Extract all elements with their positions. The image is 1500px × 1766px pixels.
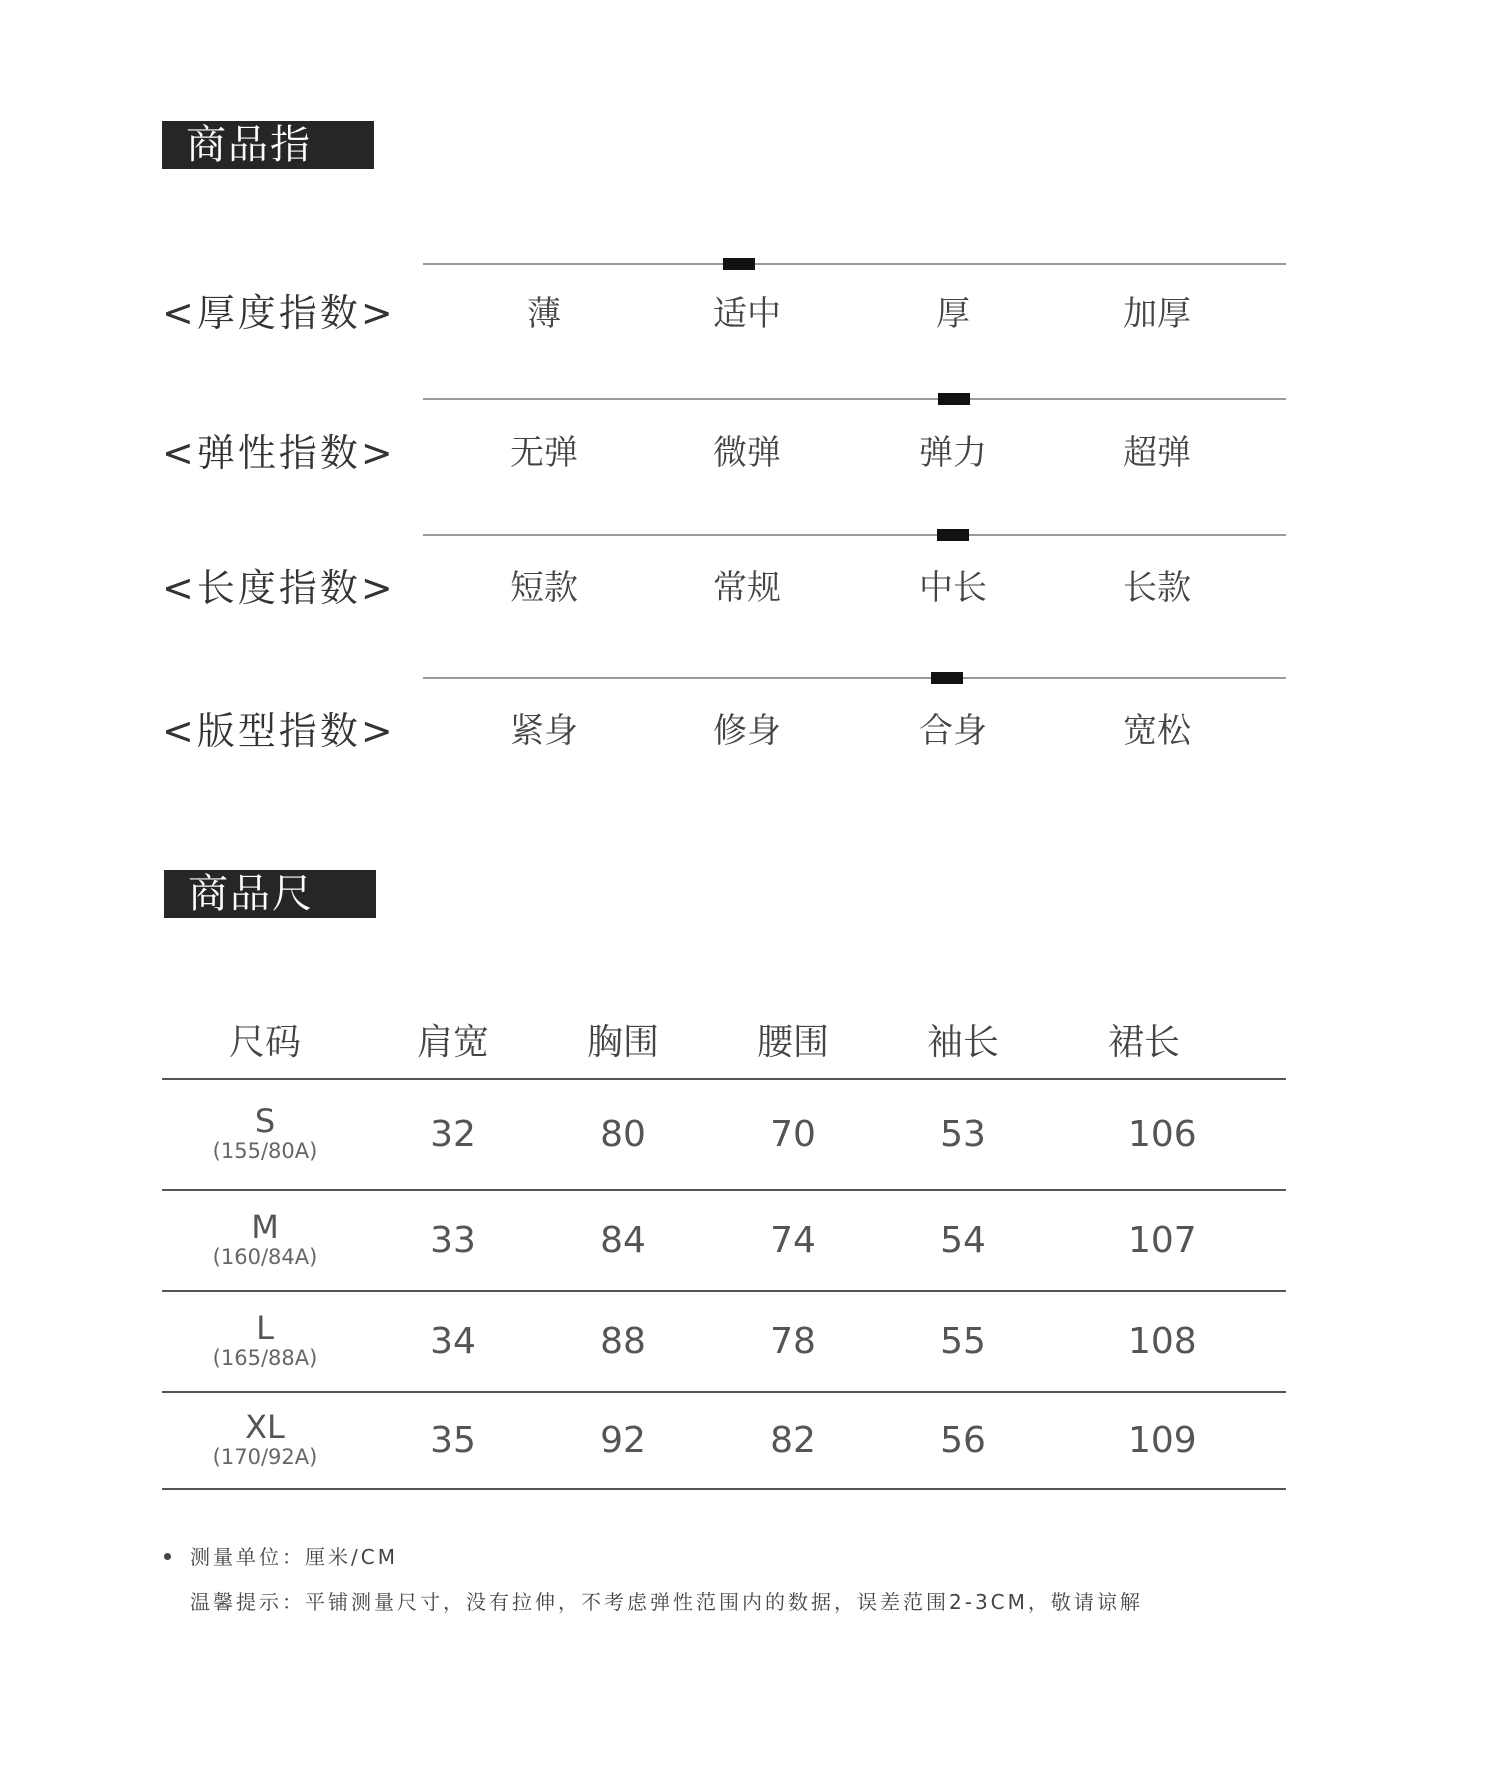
index-selected-marker: [723, 258, 755, 270]
size-code: L: [256, 1308, 274, 1347]
size-spec: (160/84A): [212, 1244, 318, 1269]
index-option: 紧身: [510, 711, 578, 751]
table-cell: 106: [1048, 1079, 1286, 1190]
table-cell: 78: [708, 1291, 878, 1392]
index-selected-marker: [938, 393, 970, 405]
index-label: <弹性指数>: [162, 431, 396, 475]
index-selected-marker: [931, 672, 963, 684]
size-table-header: 袖长: [878, 1000, 1048, 1079]
table-cell: 92: [538, 1392, 708, 1489]
table-cell: 74: [708, 1190, 878, 1291]
index-section-title: 商品指数: [162, 121, 374, 169]
table-cell: 88: [538, 1291, 708, 1392]
size-table-header: 尺码: [162, 1000, 368, 1079]
index-option: 长款: [1123, 568, 1191, 608]
size-table-header: 胸围: [538, 1000, 708, 1079]
size-table-header: 肩宽: [368, 1000, 538, 1079]
index-row-fit: [0, 664, 1500, 764]
size-code: M: [251, 1207, 279, 1246]
table-row: [162, 1079, 1286, 1190]
table-row: [162, 1392, 1286, 1489]
index-label: <长度指数>: [162, 566, 396, 610]
index-row-elasticity: [0, 385, 1500, 485]
table-cell: 35: [368, 1392, 538, 1489]
table-cell: 108: [1048, 1291, 1286, 1392]
table-cell: 80: [538, 1079, 708, 1190]
size-spec: (170/92A): [212, 1444, 318, 1469]
size-code: S: [254, 1101, 276, 1140]
measurement-tip-note: 温馨提示：平铺测量尺寸，没有拉伸，不考虑弹性范围内的数据，误差范围2-3CM，敬请谅解: [190, 1590, 1143, 1614]
table-cell: 82: [708, 1392, 878, 1489]
index-option: 修身: [713, 711, 781, 751]
size-cell: [162, 1392, 368, 1489]
index-row-length: [0, 521, 1500, 621]
index-option: 微弹: [713, 433, 781, 473]
table-cell: 54: [878, 1190, 1048, 1291]
size-cell: [162, 1079, 368, 1190]
index-label: <版型指数>: [162, 709, 396, 753]
size-table-header: 裙长: [1048, 1000, 1286, 1079]
table-row: [162, 1291, 1286, 1392]
table-cell: 55: [878, 1291, 1048, 1392]
size-code: XL: [245, 1407, 285, 1446]
size-spec: (165/88A): [212, 1345, 318, 1370]
size-cell: [162, 1291, 368, 1392]
index-option: 加厚: [1123, 294, 1191, 334]
bullet-icon: [164, 1553, 171, 1560]
table-cell: 56: [878, 1392, 1048, 1489]
index-option: 厚: [936, 294, 970, 334]
size-table: [162, 1000, 1286, 1490]
index-option: 无弹: [510, 433, 578, 473]
table-cell: 84: [538, 1190, 708, 1291]
size-spec: (155/80A): [212, 1138, 318, 1163]
index-option: 中长: [919, 568, 987, 608]
index-option: 宽松: [1123, 711, 1191, 751]
index-option: 短款: [510, 568, 578, 608]
index-option: 适中: [713, 294, 781, 334]
table-cell: 53: [878, 1079, 1048, 1190]
size-table-header-row: [162, 1000, 1286, 1079]
measurement-unit-note: 测量单位：厘米/CM: [190, 1545, 398, 1569]
size-cell: [162, 1190, 368, 1291]
index-option: 超弹: [1123, 433, 1191, 473]
table-cell: 32: [368, 1079, 538, 1190]
table-cell: 70: [708, 1079, 878, 1190]
index-option: 常规: [713, 568, 781, 608]
table-row: [162, 1190, 1286, 1291]
index-label: <厚度指数>: [162, 291, 396, 335]
table-cell: 109: [1048, 1392, 1286, 1489]
table-cell: 107: [1048, 1190, 1286, 1291]
index-scale-line: [423, 534, 1286, 536]
index-scale-line: [423, 677, 1286, 679]
index-option: 合身: [919, 711, 987, 751]
index-row-thickness: [0, 250, 1500, 350]
index-scale-line: [423, 263, 1286, 265]
table-cell: 33: [368, 1190, 538, 1291]
size-table-header: 腰围: [708, 1000, 878, 1079]
index-selected-marker: [937, 529, 969, 541]
index-scale-line: [423, 398, 1286, 400]
index-option: 弹力: [919, 433, 987, 473]
size-section-title: 商品尺寸: [164, 870, 376, 918]
table-cell: 34: [368, 1291, 538, 1392]
index-option: 薄: [527, 294, 561, 334]
